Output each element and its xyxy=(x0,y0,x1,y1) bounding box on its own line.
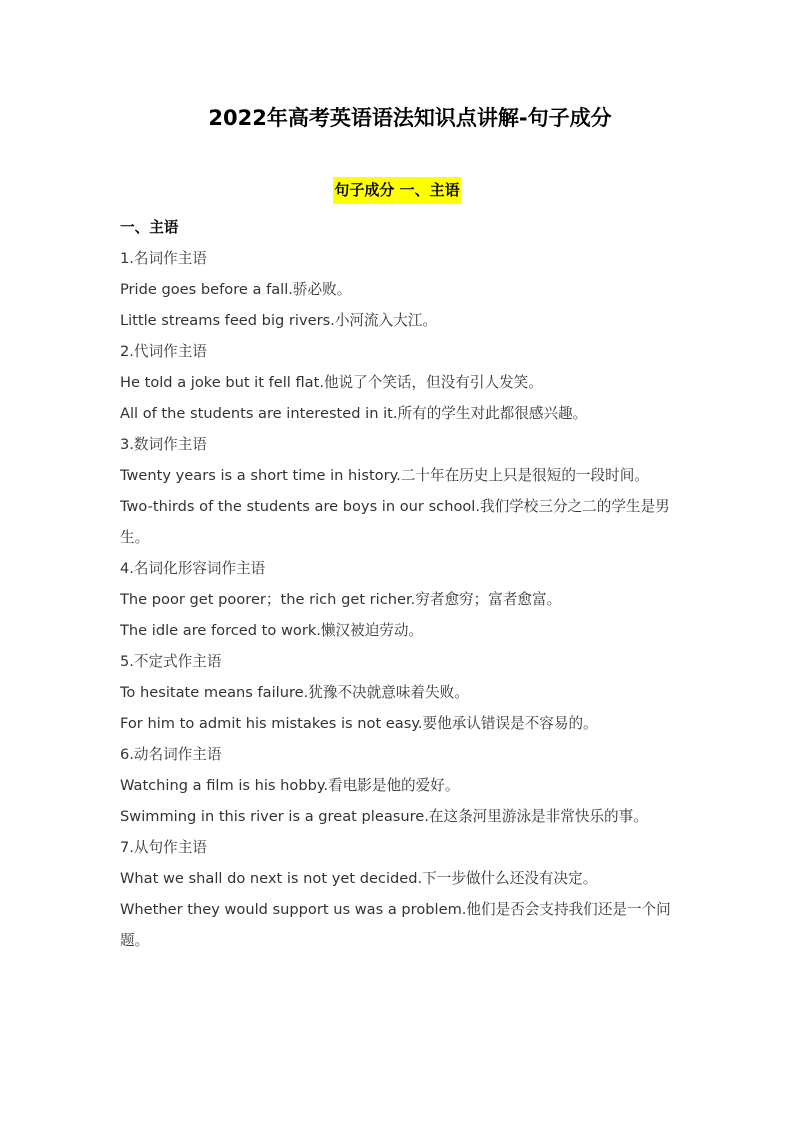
example-sentence: To hesitate means failure.犹豫不决就意味着失败。 xyxy=(120,684,469,701)
category-heading: 4.名词化形容词作主语 xyxy=(120,560,266,577)
example-sentence: The idle are forced to work.懒汉被迫劳动。 xyxy=(120,622,424,639)
category-heading: 7.从句作主语 xyxy=(120,839,207,856)
example-sentence: Swimming in this river is a great pleasure.在这条河里游泳是非常快乐的事。 xyxy=(120,808,648,825)
example-sentence: Pride goes before a fall.骄必败。 xyxy=(120,281,352,298)
category-heading: 5.不定式作主语 xyxy=(120,653,222,670)
subheading: 一、主语 xyxy=(120,219,179,236)
example-sentence: He told a joke but it fell flat.他说了个笑话，但没有引人发笑。 xyxy=(120,374,543,391)
example-sentence: The poor get poorer；the rich get richer.穷者愈穷；富者愈富。 xyxy=(120,591,562,608)
category-heading: 3.数词作主语 xyxy=(120,436,207,453)
section-heading-highlighted: 句子成分 一、主语 xyxy=(333,177,460,204)
example-sentence: Watching a film is his hobby.看电影是他的爱好。 xyxy=(120,777,460,794)
example-sentence: Whether they would support us was a problem.他们是否会支持我们还是一个问题。 xyxy=(120,901,671,949)
example-sentence: Twenty years is a short time in history.二十年在历史上只是很短的一段时间。 xyxy=(120,467,649,484)
category-heading: 2.代词作主语 xyxy=(120,343,207,360)
example-sentence: What we shall do next is not yet decided.下一步做什么还没有决定。 xyxy=(120,870,598,887)
category-heading: 6.动名词作主语 xyxy=(120,746,222,763)
example-sentence: Two-thirds of the students are boys in our school.我们学校三分之二的学生是男生。 xyxy=(120,498,670,546)
document-title: 2022年高考英语语法知识点讲解-句子成分 xyxy=(208,106,612,130)
example-sentence: For him to admit his mistakes is not easy.要他承认错误是不容易的。 xyxy=(120,715,598,732)
category-heading: 1.名词作主语 xyxy=(120,250,207,267)
example-sentence: All of the students are interested in it.所有的学生对此都很感兴趣。 xyxy=(120,405,588,422)
example-sentence: Little streams feed big rivers.小河流入大江。 xyxy=(120,312,437,329)
section-heading-container xyxy=(0,177,794,204)
document-body xyxy=(120,212,680,956)
